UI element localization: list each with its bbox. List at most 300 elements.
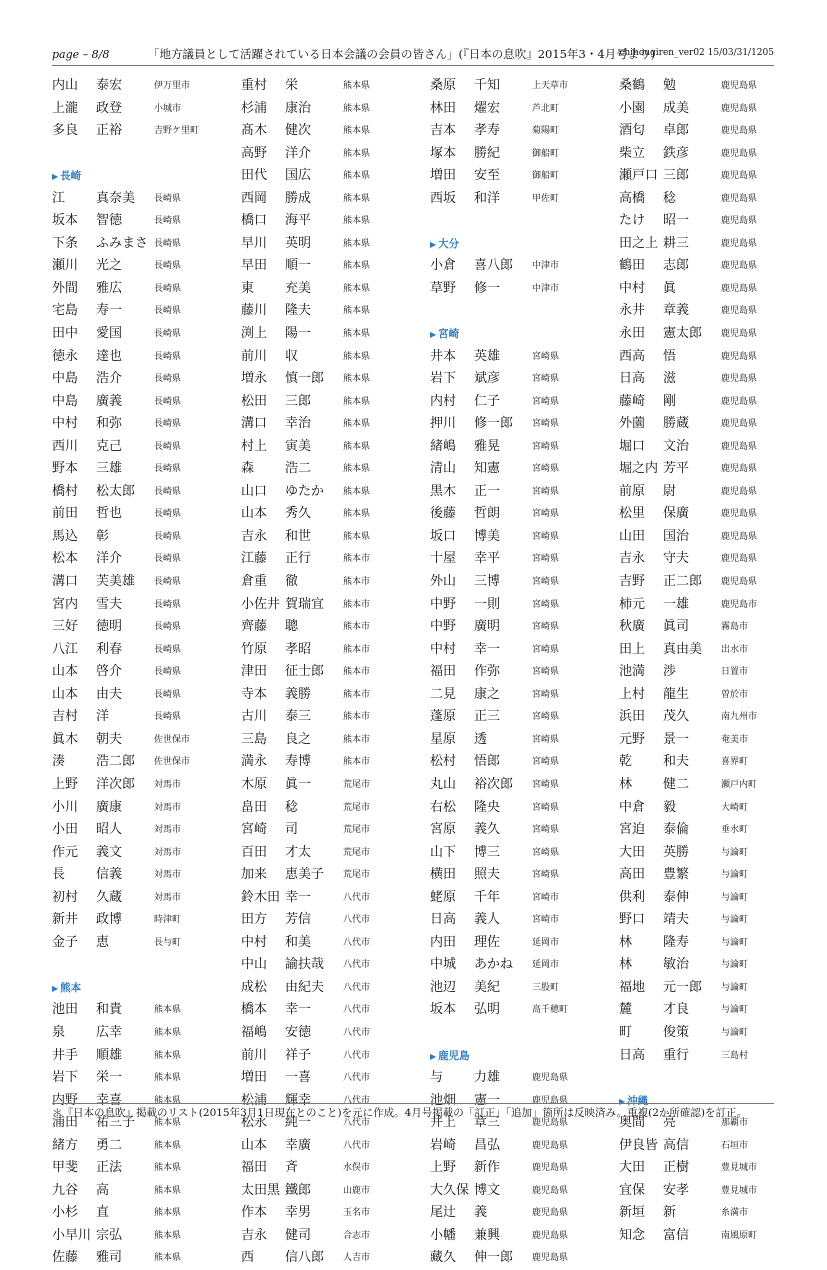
triangle-right-icon: ▶: [430, 1051, 437, 1061]
member-row: [241, 278, 421, 301]
member-surname: 増田: [241, 1070, 268, 1086]
member-row: [619, 887, 799, 910]
member-locality: 荒尾市: [343, 825, 371, 836]
member-given-name: 知憲: [474, 461, 501, 477]
member-surname: 甲斐: [52, 1160, 79, 1176]
member-surname: 宅島: [52, 303, 79, 319]
member-row: [619, 98, 799, 121]
member-row: [430, 1247, 610, 1270]
member-surname: 西川: [52, 438, 79, 454]
member-locality: 鹿児島県: [721, 329, 758, 340]
member-locality: 荒尾市: [343, 870, 371, 881]
member-given-name: 孝寿: [474, 123, 501, 139]
member-given-name: 康治: [285, 100, 312, 116]
member-surname: 中倉: [619, 799, 646, 815]
member-surname: 百田: [241, 844, 268, 860]
member-row: [619, 1180, 799, 1203]
member-surname: 多良: [52, 123, 79, 139]
member-given-name: 斌彦: [474, 371, 501, 387]
member-surname: 溝口: [241, 416, 268, 432]
member-row: [619, 594, 799, 617]
member-locality: 鹿児島県: [721, 306, 758, 317]
member-surname: 佐藤: [52, 1250, 79, 1266]
member-surname: 成松: [241, 979, 268, 995]
member-given-name: 聰: [285, 619, 299, 635]
member-locality: 熊本市: [343, 667, 371, 678]
member-given-name: 雅広: [96, 280, 123, 296]
member-locality: 長崎県: [154, 712, 182, 723]
member-row: [619, 548, 799, 571]
member-row: [52, 706, 232, 729]
member-surname: 元野: [619, 731, 646, 747]
member-surname: 内村: [430, 393, 457, 409]
member-surname: 作本: [241, 1205, 268, 1221]
member-surname: 山口: [241, 483, 268, 499]
member-locality: 長崎県: [154, 599, 182, 610]
member-locality: 与論町: [721, 892, 749, 903]
member-locality: 熊本県: [154, 1095, 182, 1106]
member-locality: 熊本県: [154, 1073, 182, 1084]
member-surname: 橋本: [241, 1002, 268, 1018]
member-given-name: 高信: [663, 1137, 690, 1153]
member-locality: 熊本県: [343, 329, 371, 340]
member-surname: 早田: [241, 258, 268, 274]
triangle-right-icon: ▶: [52, 172, 59, 182]
member-given-name: 和洋: [474, 190, 501, 206]
member-row: [52, 819, 232, 842]
member-given-name: 政登: [96, 100, 123, 116]
member-given-name: 幸一: [474, 641, 501, 657]
member-column-4: [619, 75, 799, 1247]
member-locality: 対馬市: [154, 779, 182, 790]
member-surname: 横田: [430, 867, 457, 883]
member-row: [241, 413, 421, 436]
member-locality: 鹿児島県: [532, 1163, 569, 1174]
member-given-name: 浩二郎: [96, 754, 136, 770]
member-locality: 曽於市: [721, 689, 749, 700]
member-surname: 田中: [52, 326, 79, 342]
member-row: [52, 751, 232, 774]
member-given-name: 英雄: [474, 348, 501, 364]
member-locality: 熊本県: [343, 283, 371, 294]
member-surname: 瀬川: [52, 258, 79, 274]
member-locality: 三股町: [532, 982, 560, 993]
member-row: [619, 864, 799, 887]
member-surname: 松里: [619, 506, 646, 522]
member-locality: 長崎県: [154, 238, 182, 249]
member-row: [430, 278, 610, 301]
member-surname: 松浦: [241, 1092, 268, 1108]
member-locality: 長崎県: [154, 351, 182, 362]
member-row: [430, 706, 610, 729]
member-row: [619, 932, 799, 955]
member-locality: 熊本県: [343, 419, 371, 430]
triangle-right-icon: ▶: [619, 1096, 626, 1106]
member-surname: 新垣: [619, 1205, 646, 1221]
member-surname: 外間: [52, 280, 79, 296]
member-given-name: 洋次郎: [96, 776, 136, 792]
member-locality: 宮崎県: [532, 870, 560, 881]
member-surname: 日高: [619, 1047, 646, 1063]
member-surname: 大田: [619, 1160, 646, 1176]
member-locality: 熊本県: [343, 261, 371, 272]
member-row: [52, 255, 232, 278]
member-locality: 熊本県: [343, 351, 371, 362]
member-given-name: 信八郎: [285, 1250, 325, 1266]
member-locality: 長崎県: [154, 374, 182, 385]
member-locality: 宮崎県: [532, 577, 560, 588]
member-locality: 長崎県: [154, 396, 182, 407]
member-surname: 内野: [52, 1092, 79, 1108]
member-surname: 渕上: [241, 326, 268, 342]
member-locality: 宮崎県: [532, 509, 560, 520]
member-given-name: 芳信: [285, 912, 312, 928]
member-row: [52, 684, 232, 707]
member-locality: 宮崎県: [532, 531, 560, 542]
member-given-name: あかね: [474, 957, 514, 973]
member-surname: 後藤: [430, 506, 457, 522]
member-locality: 与論町: [721, 870, 749, 881]
member-given-name: 義人: [474, 912, 501, 928]
member-locality: 鹿児島県: [532, 1185, 569, 1196]
member-surname: 溝口: [52, 574, 79, 590]
member-row: [241, 120, 421, 143]
member-locality: 鹿児島県: [721, 216, 758, 227]
member-given-name: 勝紀: [474, 145, 501, 161]
member-surname: 八江: [52, 641, 79, 657]
member-locality: 中津市: [532, 283, 560, 294]
member-surname: 黒木: [430, 483, 457, 499]
member-given-name: 幸治: [285, 416, 312, 432]
member-row: [241, 661, 421, 684]
member-locality: 熊本県: [343, 396, 371, 407]
member-surname: 吉村: [52, 709, 79, 725]
member-surname: 池辺: [430, 979, 457, 995]
member-locality: 鹿児島県: [721, 419, 758, 430]
member-given-name: 和世: [285, 528, 312, 544]
member-locality: 熊本県: [343, 464, 371, 475]
member-given-name: 由紀夫: [285, 979, 325, 995]
member-surname: 野口: [619, 912, 646, 928]
member-surname: 西坂: [430, 190, 457, 206]
member-surname: 橋口: [241, 213, 268, 229]
member-locality: 与論町: [721, 847, 749, 858]
member-surname: 杉浦: [241, 100, 268, 116]
member-surname: 前田: [52, 506, 79, 522]
member-given-name: 勝成: [285, 190, 312, 206]
member-surname: 中島: [52, 371, 79, 387]
member-surname: 秋廣: [619, 619, 646, 635]
member-locality: 御船町: [532, 171, 560, 182]
member-given-name: 俊策: [663, 1024, 690, 1040]
member-surname: 田方: [241, 912, 268, 928]
member-row: [52, 1157, 232, 1180]
member-row: [241, 1157, 421, 1180]
member-locality: 熊本県: [154, 1050, 182, 1061]
member-given-name: 博美: [474, 528, 501, 544]
member-row: [241, 165, 421, 188]
member-row: [241, 503, 421, 526]
member-given-name: 正三: [474, 709, 501, 725]
member-locality: 与論町: [721, 982, 749, 993]
member-given-name: 海平: [285, 213, 312, 229]
member-given-name: 健司: [285, 1227, 312, 1243]
member-surname: 草野: [430, 280, 457, 296]
member-row: [430, 571, 610, 594]
member-given-name: 幸一: [285, 1002, 312, 1018]
member-row: [241, 774, 421, 797]
member-row: [52, 1045, 232, 1068]
member-locality: 宮崎県: [532, 396, 560, 407]
member-given-name: 洋介: [96, 551, 123, 567]
member-row: [241, 864, 421, 887]
member-locality: 宮崎県: [532, 847, 560, 858]
member-given-name: 健二: [663, 776, 690, 792]
member-given-name: 智徳: [96, 213, 123, 229]
member-row: [619, 458, 799, 481]
member-given-name: 寿博: [285, 754, 312, 770]
member-row: [430, 143, 610, 166]
member-surname: 外薗: [619, 416, 646, 432]
member-locality: 大崎町: [721, 802, 749, 813]
member-locality: 三島村: [721, 1050, 749, 1061]
member-surname: 宮原: [430, 822, 457, 838]
member-surname: 福田: [241, 1160, 268, 1176]
member-locality: 荒尾市: [343, 847, 371, 858]
member-given-name: 真奈美: [96, 190, 136, 206]
member-row: [52, 188, 232, 211]
member-row: [430, 368, 610, 391]
member-locality: 八代市: [343, 937, 371, 948]
member-row: [619, 639, 799, 662]
spacer-row: [430, 1022, 610, 1045]
member-given-name: 作弥: [474, 664, 501, 680]
member-given-name: 尉: [663, 483, 677, 499]
member-row: [430, 503, 610, 526]
member-given-name: 美紀: [474, 979, 501, 995]
member-given-name: 利春: [96, 641, 123, 657]
member-row: [241, 954, 421, 977]
member-given-name: 正法: [96, 1160, 123, 1176]
member-row: [52, 458, 232, 481]
member-surname: 中島: [52, 393, 79, 409]
member-given-name: 雅晃: [474, 438, 501, 454]
member-row: [52, 842, 232, 865]
member-surname: 倉重: [241, 574, 268, 590]
member-locality: 熊本県: [154, 1230, 182, 1241]
member-locality: 鹿児島県: [532, 1118, 569, 1129]
member-locality: 熊本県: [343, 531, 371, 542]
member-given-name: 泰倫: [663, 822, 690, 838]
member-given-name: 充美: [285, 280, 312, 296]
member-surname: 三島: [241, 731, 268, 747]
member-given-name: 恵美子: [285, 867, 325, 883]
member-given-name: 英勝: [663, 844, 690, 860]
member-surname: 林: [619, 776, 633, 792]
member-locality: 鹿児島市: [721, 599, 758, 610]
member-surname: 供利: [619, 889, 646, 905]
member-locality: 宮崎県: [532, 644, 560, 655]
member-row: [430, 548, 610, 571]
member-surname: 押川: [430, 416, 457, 432]
member-surname: 瀬戸口: [619, 168, 659, 184]
member-given-name: 順一: [285, 258, 312, 274]
member-surname: 野本: [52, 461, 79, 477]
member-given-name: 順雄: [96, 1047, 123, 1063]
member-given-name: 剛: [663, 393, 677, 409]
member-locality: 対馬市: [154, 802, 182, 813]
member-given-name: 義久: [474, 822, 501, 838]
member-given-name: 和弥: [96, 416, 123, 432]
member-surname: 中村: [619, 280, 646, 296]
member-given-name: 康之: [474, 686, 501, 702]
member-row: [430, 639, 610, 662]
member-surname: 右松: [430, 799, 457, 815]
member-surname: 作元: [52, 844, 79, 860]
member-given-name: 修一郎: [474, 416, 514, 432]
member-surname: 日高: [619, 371, 646, 387]
member-surname: 橋村: [52, 483, 79, 499]
member-locality: 熊本県: [343, 306, 371, 317]
member-locality: 与論町: [721, 1027, 749, 1038]
member-row: [241, 729, 421, 752]
member-given-name: 守夫: [663, 551, 690, 567]
member-surname: 池田: [52, 1002, 79, 1018]
member-row: [430, 1180, 610, 1203]
member-surname: 蛯原: [430, 889, 457, 905]
member-given-name: 広幸: [96, 1024, 123, 1040]
member-locality: 熊本県: [154, 1118, 182, 1129]
member-locality: 瀬戸内町: [721, 779, 758, 790]
member-given-name: 鐵郎: [285, 1182, 312, 1198]
member-given-name: 隆寿: [663, 934, 690, 950]
member-row: [430, 616, 610, 639]
member-locality: 宮崎市: [532, 892, 560, 903]
member-surname: 坂本: [52, 213, 79, 229]
member-locality: 長崎県: [154, 261, 182, 272]
member-locality: 宮崎県: [532, 667, 560, 678]
member-given-name: 雅司: [96, 1250, 123, 1266]
member-surname: 小杉: [52, 1205, 79, 1221]
member-row: [241, 1225, 421, 1248]
member-given-name: 寅美: [285, 438, 312, 454]
member-given-name: 昭人: [96, 822, 123, 838]
member-row: [430, 98, 610, 121]
member-row: [619, 616, 799, 639]
member-surname: 井手: [52, 1047, 79, 1063]
page-header: [52, 46, 774, 64]
member-locality: 霧島市: [721, 622, 749, 633]
member-locality: 八代市: [343, 1050, 371, 1061]
member-row: [241, 1202, 421, 1225]
member-surname: 堀之内: [619, 461, 659, 477]
member-row: [52, 1067, 232, 1090]
spacer-row: [52, 143, 232, 166]
member-given-name: 章三: [474, 1115, 501, 1131]
member-surname: 津田: [241, 664, 268, 680]
member-given-name: 安徳: [285, 1024, 312, 1040]
member-given-name: 燿宏: [474, 100, 501, 116]
member-given-name: 才太: [285, 844, 312, 860]
member-surname: 前原: [619, 483, 646, 499]
member-surname: 山下: [430, 844, 457, 860]
member-surname: 中野: [430, 619, 457, 635]
member-locality: 南風原町: [721, 1230, 758, 1241]
member-locality: 鹿児島県: [721, 261, 758, 272]
member-given-name: 修一: [474, 280, 501, 296]
member-locality: 芦北町: [532, 103, 560, 114]
member-locality: 鹿児島県: [721, 374, 758, 385]
member-locality: 熊本市: [343, 577, 371, 588]
member-locality: 鹿児島県: [721, 81, 758, 91]
member-locality: 長崎県: [154, 306, 182, 317]
member-row: [241, 300, 421, 323]
member-locality: 宮崎県: [532, 599, 560, 610]
member-row: [241, 548, 421, 571]
member-surname: 徳永: [52, 348, 79, 364]
member-surname: 藤崎: [619, 393, 646, 409]
member-given-name: 英明: [285, 235, 312, 251]
member-surname: 増田: [430, 168, 457, 184]
member-surname: 吉永: [619, 551, 646, 567]
member-surname: 緒嶋: [430, 438, 457, 454]
section-heading: [430, 233, 610, 256]
member-locality: 長崎県: [154, 464, 182, 475]
member-given-name: 富信: [663, 1227, 690, 1243]
member-given-name: 慎一郎: [285, 371, 325, 387]
member-surname: 尾辻: [430, 1205, 457, 1221]
member-given-name: 久蔵: [96, 889, 123, 905]
member-given-name: 浩介: [96, 371, 123, 387]
member-surname: 竹原: [241, 641, 268, 657]
member-locality: 宮崎県: [532, 734, 560, 745]
member-given-name: 裕次郎: [474, 776, 514, 792]
member-locality: 鹿児島県: [532, 1095, 569, 1106]
member-row: [430, 977, 610, 1000]
member-surname: 星原: [430, 731, 457, 747]
member-row: [52, 503, 232, 526]
member-given-name: 徹: [285, 574, 299, 590]
triangle-right-icon: ▶: [430, 330, 437, 340]
member-row: [619, 1202, 799, 1225]
member-locality: 出水市: [721, 644, 749, 655]
member-locality: 宮崎県: [532, 486, 560, 497]
member-given-name: 宗弘: [96, 1227, 123, 1243]
member-row: [52, 481, 232, 504]
member-surname: 大田: [619, 844, 646, 860]
member-surname: 西岡: [241, 190, 268, 206]
member-given-name: 陽一: [285, 326, 312, 342]
member-surname: 塚本: [430, 145, 457, 161]
member-locality: 宮崎県: [532, 712, 560, 723]
member-row: [619, 661, 799, 684]
member-column-2: [241, 75, 421, 1270]
member-surname: 浜田: [619, 709, 646, 725]
spacer-row: [430, 300, 610, 323]
member-row: [241, 999, 421, 1022]
member-surname: 馬込: [52, 528, 79, 544]
member-surname: 浦田: [52, 1115, 79, 1131]
member-locality: 長崎県: [154, 193, 182, 204]
member-given-name: 悟郎: [474, 754, 501, 770]
member-surname: 吉永: [241, 528, 268, 544]
member-locality: 熊本市: [343, 644, 371, 655]
member-given-name: 正行: [285, 551, 312, 567]
member-given-name: 泰宏: [96, 78, 123, 93]
member-row: [619, 1045, 799, 1068]
member-given-name: 耕三: [663, 235, 690, 251]
member-surname: 堀口: [619, 438, 646, 454]
